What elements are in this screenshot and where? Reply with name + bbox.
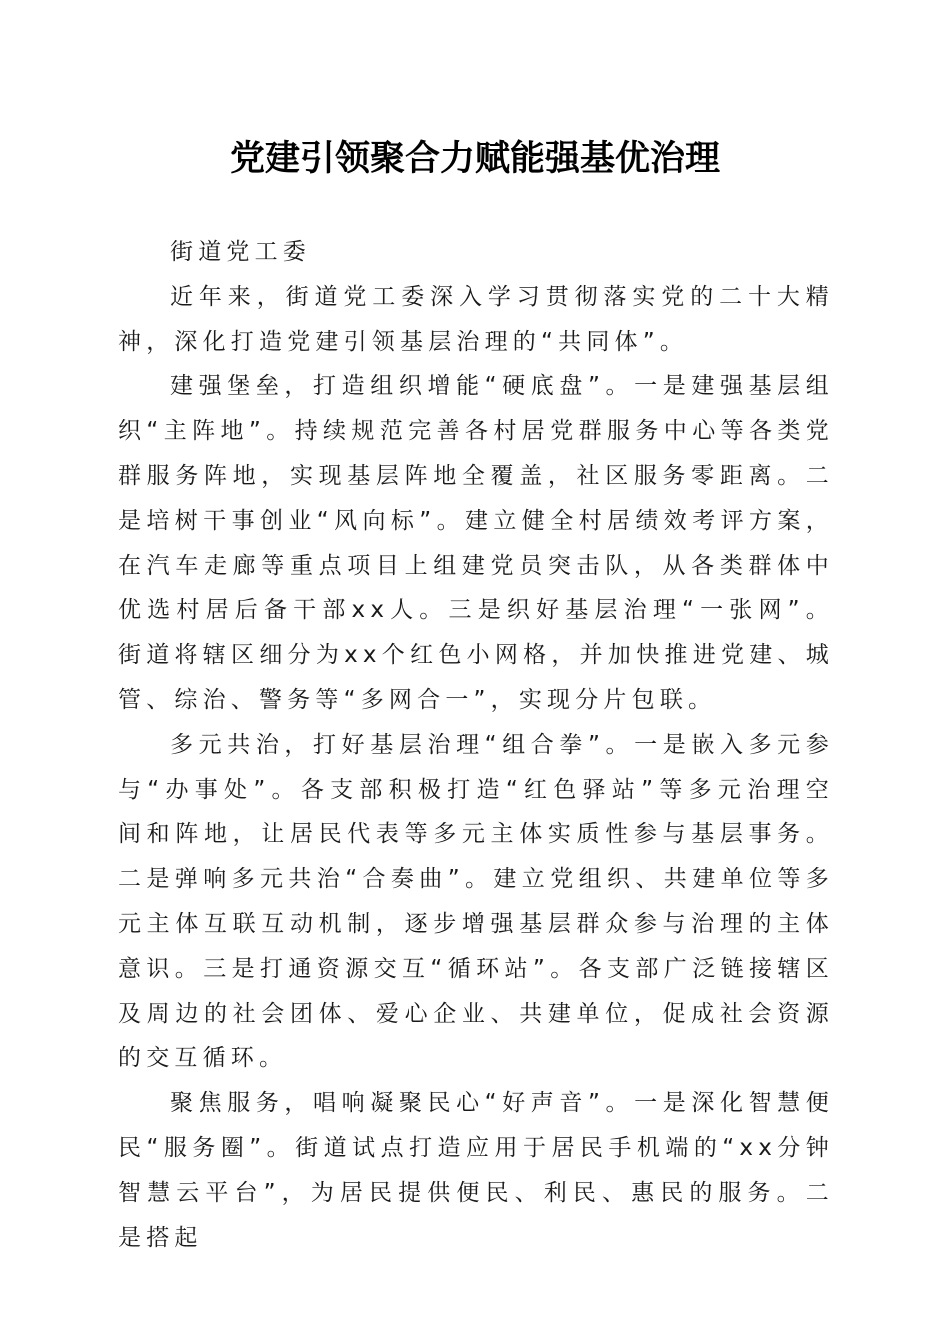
paragraph-organization: 建强堡垒，打造组织增能“硬底盘”。一是建强基层组织“主阵地”。持续规范完善各村居党群服务中心等各类党群服务阵地，实现基层阵地全覆盖，社区服务零距离。二是培树干事创业“风向标”。建立健全村居绩效考评方案，在汽车走廊等重点项目上组建党员突击队，从各类群体中优选村居后备干部xx人。三是织好基层治理“一张网”。街道将辖区细分为xx个红色小网格，并加快推进党建、城管、综治、警务等“多网合一”，实现分片包联。: [118, 373, 834, 713]
document-body: [118, 230, 834, 1260]
document-title: 党建引领聚合力赋能强基优治理: [229, 138, 720, 179]
paragraph-service: 聚焦服务，唱响凝聚民心“好声音”。一是深化智慧便民“服务圈”。街道试点打造应用于居民手机端的“xx分钟智慧云平台”，为居民提供便民、利民、惠民的服务。二是搭起: [118, 1090, 834, 1251]
paragraph-governance: 多元共治，打好基层治理“组合拳”。一是嵌入多元参与“办事处”。各支部积极打造“红色驿站”等多元治理空间和阵地，让居民代表等多元主体实质性参与基层事务。二是弹响多元共治“合奏曲”。建立党组织、共建单位等多元主体互联互动机制，逐步增强基层群众参与治理的主体意识。三是打通资源交互“循环站”。各支部广泛链接辖区及周边的社会团体、爱心企业、共建单位，促成社会资源的交互循环。: [118, 731, 834, 1072]
paragraph-intro: 近年来，街道党工委深入学习贯彻落实党的二十大精神，深化打造党建引领基层治理的“共同体”。: [118, 283, 834, 355]
author-line: 街道党工委: [170, 239, 311, 265]
